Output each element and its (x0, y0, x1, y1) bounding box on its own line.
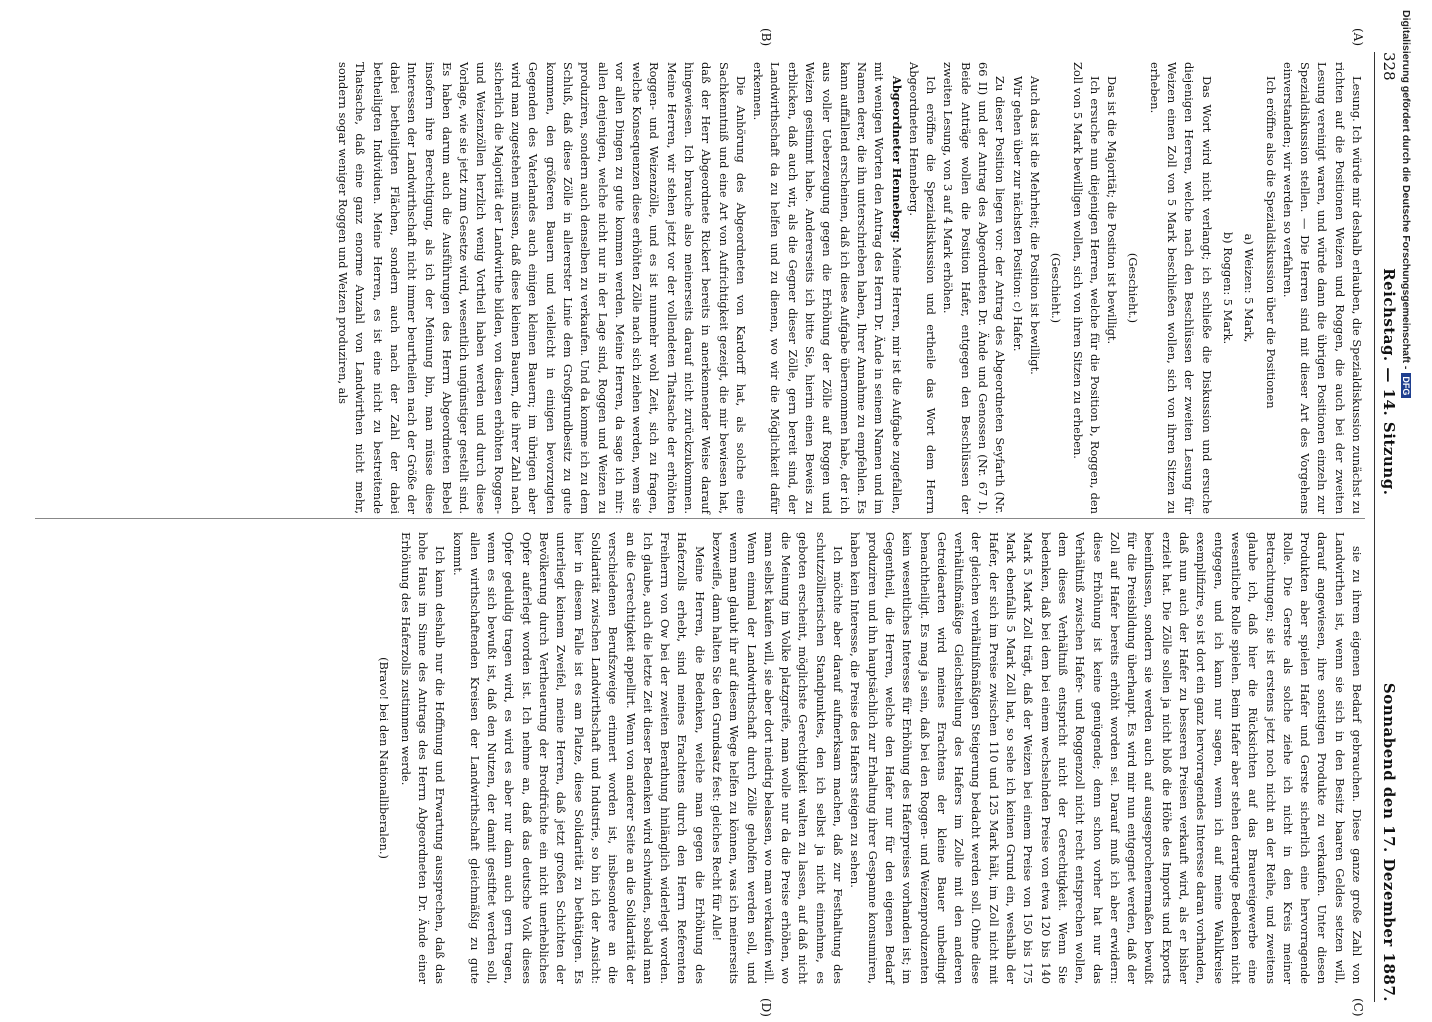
left-text-column (334, 62, 1365, 514)
paragraph (1026, 62, 1043, 514)
rotated-page-content (18, 22, 1413, 1022)
paragraph (1219, 62, 1236, 514)
paragraph-text: Das Wort wird nicht verlangt; ich schließe die Diskussion und ersuche diejenigen Herren, welche nach den Beschlüssen der zweiten Lesung für Weizen einen Zoll von 5 Mark beschließen wollen, sich von ihren Sitzen zu erheben. (1147, 62, 1214, 514)
paragraph (1261, 62, 1278, 514)
paragraph (1008, 62, 1025, 514)
paragraph (905, 62, 940, 514)
paragraph-text: (Bravo! bei den Nationalliberalen.) (377, 657, 392, 859)
paragraph-text: Ich möchte aber darauf aufmerksam machen, daß zur Festhaltung des schutzzöllnerischen Standpunktes, den ich selbst ja nicht einnehme, es geboten erscheint, möglichste Gerechtigkeit walten zu lassen, auf daß nicht die Meinung im Volke platzgreife, man wolle nur da die Preise erhöhen, wo man selbst kaufen will, sie aber dort niedrig belassen, wo man verkaufen will. Wenn einmal der Landwirthschaft durch Zölle geholfen werden soll, und wenn man glaubt ihr auf diesem Wege helfen zu können, was ich meinerseits bezweifle, dann halten Sie den Grundsatz fest: gleiches Recht für Alle! (710, 532, 846, 984)
column-separator (35, 518, 1365, 519)
paragraph-text: Zu dieser Position liegen vor: der Antrag des Abgeordneten Seyfarth (Nr. 66 II) und der Antrag des Abgeordneten Dr. Ände und Genossen (Nr. 67 I). Beide Anträge wollen die Position Hafer, entgegen den Beschlüssen der zweiten Lesung, von 3 auf 4 Mark erhöhen. (941, 62, 1008, 514)
paragraph-text: Das ist die Majorität; die Position ist bewilligt. (1105, 76, 1120, 345)
credit-text: Digitalisierung gefördert durch die Deutsche Forschungsgemeinschaft - (1400, 10, 1412, 370)
paragraph (396, 532, 448, 984)
paragraph-text: sie zu ihrem eigenen Bedarf gebrauchen. Diese ganze große Zahl von Landwirthen ist, wenn sie sich in den Besitz baaren Geldes setzen will, darauf angewiesen, ihre sonstigen Produkte zu verkaufen. Unter diesen Produkten aber spielen Hafer und Gerste sicherlich eine hervorragende Rolle. Die Gerste als solche ziehe ich nicht in den Kreis meiner Betrachtungen; sie ist erstens jetzt noch nicht an der Reihe, und zweitens glaube ich, daß hier die Rücksichten auf das Brauereigewerbe eine wesentliche Rolle spielen. Beim Hafer aber stehen derartige Bedenken nicht entgegen, und ich kann nur sagen, wenn ich auf meine Wahlkreise exemplifizire, so ist dort ein ganz hervorragendes Interesse daran vorhanden, daß nun auch der Hafer zu besseren Preisen verkauft wird, als er bisher erzielt hat. Die Zölle sollen ja nicht bloß die Höhe des Imports und Exports beeinflussen, sondern sie werden auch auf ausgesprochenermaßen bewußt für die Preisbildung überhaupt. Es wird mir nun entgegnet werden, daß der Zoll auf Hafer bereits erhöht worden sei. Darauf muß ich aber erwidern: diese Erhöhung ist keine genügende; denn schon vorher hat nur das Verhältniß zwischen Hafer- und Roggenzoll nicht recht entsprechen wollen, dem dieses Verhältniß entspricht nicht der Gerechtigkeit. Wenn Sie bedenken, daß bei dem bei einem wechselnden Preise von etwa 120 bis 140 Mark 5 Mark Zoll trägt, daß der Weizen bei einem Preise von 150 bis 175 Mark ebenfalls 5 Mark Zoll hat, so sehe ich keinen Grund ein, weshalb der Hafer, der sich im Preise zwischen 110 und 125 Mark hält, im Zoll nicht mit der gleichen verhältnißmäßigen Steigerung bedacht werden soll. Ohne diese verhältnißmäßige Gleichstellung des Hafers im Zolle mit den anderen Getreidearten wird meines Erachtens der kleine Bauer unbedingt benachtheiligt. Es mag ja sein, daß bei den Roggen- und Weizenproduzenten kein wesentliches Interesse für Erhöhung des Haferpreises vorhanden ist; im Gegentheil, die Herren, welche den Hafer nur für den eigenen Bedarf produziren und ihn hauptsächlich zur Erhaltung ihrer Gespanne konsumiren, haben kein Interesse, die Preise des Hafers steigen zu sehen. (848, 532, 1364, 984)
paragraph-text: (Geschieht.) (1126, 252, 1141, 324)
page-number: 328 (1380, 52, 1398, 81)
paragraph-text: (Geschieht.) (1049, 252, 1064, 324)
paragraph-text: Meine Herren, mir ist die Aufgabe zugefallen, mit wenigen Worten den Antrag des Herrn Dr. Ände in seinem Namen und im Namen derer, die ihn unterschrieben haben, Ihrer Annahme zu empfehlen. Es kann auffallend erscheinen, daß ich diese Aufgabe übernommen habe, der ich aus voller Ueberzeugung gegen die Erhöhung der Zölle auf Roggen und Weizen gestimmt habe. Andererseits ich bitte Sie, hierin einen Beweis zu erblicken, daß auch wir, als die Gegner dieser Zölle, gern bereit sind, der Landwirthschaft da zu helfen und zu dienen, wo wir die Möglichkeit dafür erkennen. (751, 62, 904, 514)
paragraph (334, 62, 749, 514)
paragraph-text: a) Weizen: 5 Mark, (1242, 233, 1257, 343)
right-text-column (371, 532, 1365, 984)
digitization-credit (1400, 10, 1412, 990)
paragraph (1068, 62, 1103, 514)
paragraph (1047, 62, 1064, 514)
paragraph (846, 532, 1365, 984)
dfg-logo: DFG (1401, 373, 1411, 398)
session-date: Sonnabend den 17. Dezember 1887. (1380, 682, 1398, 1002)
paragraph (1124, 62, 1141, 514)
paragraph (1103, 62, 1120, 514)
paragraph (1279, 62, 1365, 514)
margin-marker-b: (B) (759, 28, 773, 47)
margin-marker-d: (D) (759, 998, 773, 1017)
paragraph (749, 62, 905, 514)
margin-marker-a: (A) (1351, 28, 1365, 47)
paragraph (375, 532, 392, 984)
paragraph-text: Ich eröffne die Spezialdiskussion und ertheile das Wort dem Herrn Abgeordneten Henneberg. (906, 62, 939, 514)
paragraph (448, 532, 707, 984)
paragraph (1145, 62, 1214, 514)
margin-marker-c: (C) (1351, 998, 1365, 1017)
paragraph (939, 62, 1008, 514)
paragraph-text: Meine Herren, die Bedenken, welche man gegen die Erhöhung des Haferzolls erhebt, sind meines Erachtens durch den Herrn Referenten Freiherrn von Ow bei der zweiten Berathung hinlänglich widerlegt worden. Ich glaube, auch die letzte Zeit dieser Bedenken wird schwinden, sobald man an die Gerechtigkeit appellirt. Wenn von anderer Seite an die Solidarität der verschiedenen Berufszweige erinnert worden ist, insbesondere an die Solidarität zwischen Landwirthschaft und Industrie, so bin ich der Ansicht: hier in diesem Falle ist es am Platze, diese Solidarität zu bethätigen. Es unterliegt keinem Zweifel, meine Herren, daß jetzt großen Schichten der Bevölkerung durch Vertheuerung der Brodfrüchte ein nicht unerhebliches Opfer auferlegt worden ist. Ich nehme an, daß das deutsche Volk dieses Opfer geduldig tragen wird, es wird es aber nur dann auch gern tragen, wenn es sich bewußt ist, daß den Nutzen, der damit gestiftet werden soll, allen wirthschaftenden Kreisen der Landwirthschaft gleichmäßig zu gute kommt. (450, 532, 707, 984)
paragraph-text: Auch das ist die Mehrheit; die Position ist bewilligt. (1027, 76, 1042, 375)
paragraph-text: Wir gehen über zur nächsten Position: c) Hafer. (1010, 76, 1025, 352)
paragraph (1240, 62, 1257, 514)
paragraph-text: Ich eröffne also die Spezialdiskussion über die Positionen (1263, 76, 1278, 409)
session-title: Reichstag. — 14. Sitzung. (1380, 268, 1398, 496)
paragraph-text: Ich ersuche nun diejenigen Herren, welche für die Position b, Roggen, den Zoll von 5 Mark bewilligen wollen, sich von ihren Sitzen zu erheben. (1070, 62, 1102, 514)
page-header (1374, 52, 1403, 1002)
paragraph-text: Ich kann deshalb nur die Hoffnung und Erwartung aussprechen, daß das hohe Haus im Sinne des Antrags des Herrn Abgeordneten Dr. Ände einer Erhöhung des Haferzolls zustimmen werde. (398, 532, 448, 984)
paragraph (708, 532, 846, 984)
paragraph-text: Die Anhörung des Abgeordneten von Kardorff hat, als solche eine Sachkenntniß und eine Art von Aufrichtigkeit gezeigt, die mir bewiesen hat, daß der Herr Abgeordnete Rickert bereits in anerkennender Weise darauf hingewiesen. Ich brauche also meinerseits darauf nicht zurückzukommen. Meine Herren, wir stehen jetzt vor der vollendeten Thatsache der erhöhten Roggen- und Weizenzölle, und es ist nunmehr wohl Zeit, sich zu fragen, welche Konsequenzen diese erhöhten Zölle nach sich ziehen werden, wem sie vor allen Dingen zu gute kommen werden. Meine Herren, da sage ich mir: allen denjenigen, welche nicht nur in der Lage sind, Roggen und Weizen zu produziren, sondern auch denselben zu verkaufen. Und da komme ich zu dem Schluß, daß diese Zölle in allererster Linie dem Großgrundbesitz zu gute kommen, den größeren Bauern und vielleicht in einigen bevorzugten Gegenden des Vaterlandes auch einigen kleinen Bauern; im übrigen aber wird man zugestehen müssen, daß diese kleinen Bauern, die ihrer Zahl nach sicherlich die Majorität der Landwirthe bilden, von diesen erhöhten Roggen- und Weizenzöllen herzlich wenig Vortheil haben werden und durch diese Vorlage, wie sie jetzt zum Gesetze wird, wesentlich ungünstiger gestellt sind. Es haben darum auch die Ausführungen des Herrn Abgeordneten Bebel insofern ihre Berechtigung, als ich der Meinung bin, man müsse diese Interessen der Landwirthschaft nicht immer beurtheilen nach der Größe der dabei betheiligten Flächen, sondern auch nach der Zahl der dabei betheiligten Individuen. Meine Herren, es ist eine nicht zu bestreitende Thatsache, daß eine ganz enorme Anzahl von Landwirthen nicht mehr, sondern sogar weniger Roggen und Weizen produziren, als (336, 62, 748, 514)
paragraph-text: b) Roggen: 5 Mark. (1220, 231, 1235, 345)
speaker-name: Abgeordneter Henneberg: (889, 76, 904, 243)
paragraph-text: Lesung. Ich würde mir deshalb erlauben, die Spezialdiskussion zunächst zu richten auf die Positionen Weizen und Roggen, die auch bei der zweiten Lesung vereinigt waren, und würde dann die übrigen Positionen einzeln zur Spezialdiskussion stellen. — Die Herren sind mit dieser Art des Vorgehens einverstanden; wir werden so verfahren. (1280, 62, 1364, 514)
